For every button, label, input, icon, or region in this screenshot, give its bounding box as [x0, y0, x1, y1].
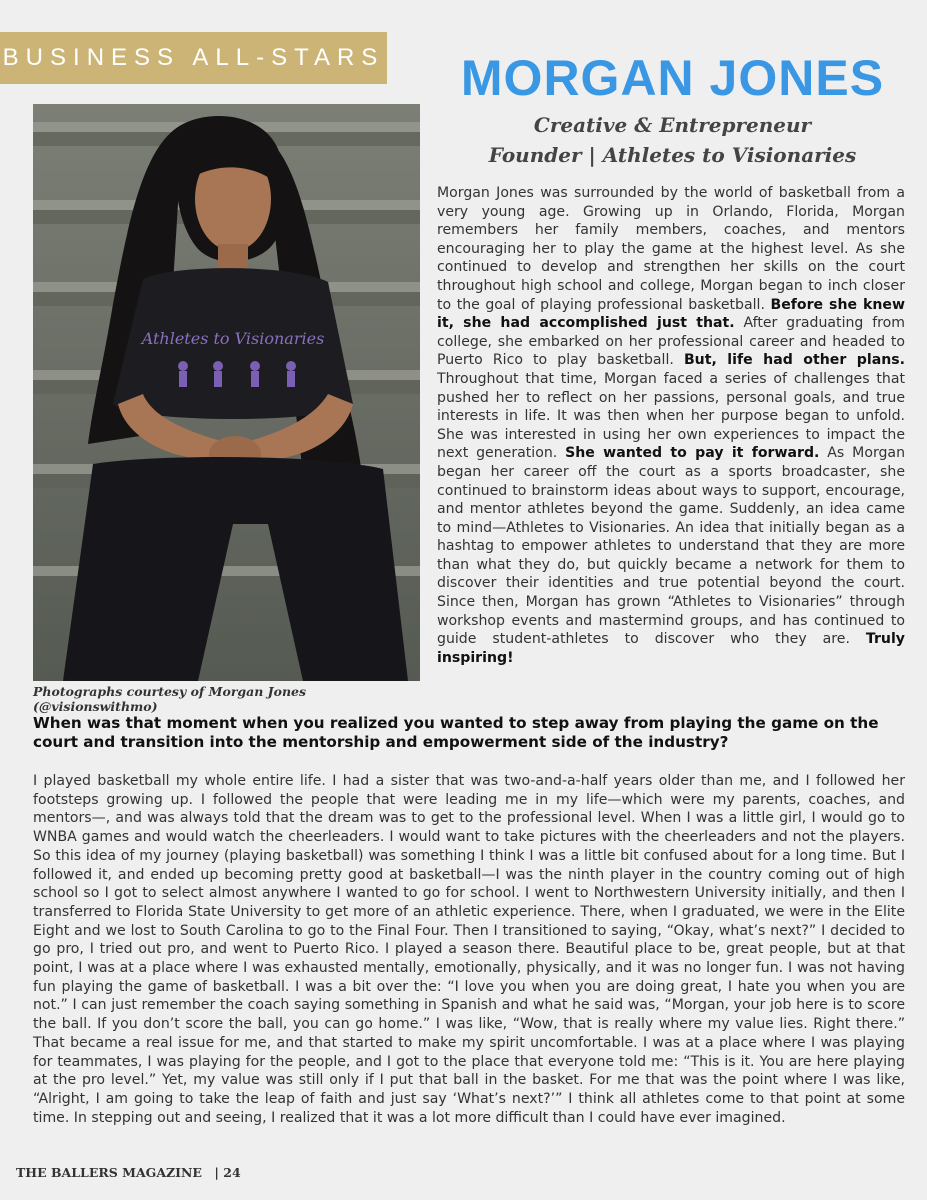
- intro-highlight: She wanted to pay it forward.: [565, 445, 820, 462]
- intro-highlight: Before she knew it, she had accomplished just that.: [437, 296, 905, 332]
- photo-caption: Photographs courtesy of Morgan Jones (@visionswithmo): [33, 684, 307, 714]
- profile-subtitle: [435, 110, 910, 170]
- intro-highlight: But, life had other plans.: [683, 352, 905, 369]
- footer-separator: |: [214, 1165, 219, 1180]
- intro-text: Throughout that time, Morgan faced a series of challenges that pushed her to reflect on her passions, personal goals, and true interests in life. It was then when her purpose began to unfold. She was interested in using her own experiences to impact the next generation.: [437, 370, 905, 462]
- intro-text: After graduating from college, she embarked on her professional career and headed to Puerto Rico to play basketball.: [437, 315, 906, 369]
- intro-text: Morgan Jones was surrounded by the world of basketball from a very young age. Growing up in Orlando, Florida, Morgan remembers her family members, coaches, and mentors encouraging her to play the game at the highest level. As she continued to develop and strengthen her skills on the court throughout high school and college, Morgan began to inch closer to the goal of playing professional basketball.: [437, 185, 905, 313]
- intro-highlight: Truly inspiring!: [437, 631, 905, 666]
- interview-question: When was that moment when you realized you wanted to step away from playing the game on the court and transition into the mentorship and empowerment side of the industry?: [33, 714, 879, 751]
- interview-answer: I played basketball my whole entire life. I had a sister that was two-and-a-half years older than me, and I followed her footsteps growing up. I followed the people that were leading me in my life—which were my parents, coaches, and mentors—, and was always told that the dream was to get to the professional level. When I was a little girl, I would go to WNBA games and would watch the cheerleaders. I would want to take pictures with the cheerleaders and not the players. So this idea of my journey (playing basketball) was something I think I was a little bit confused about for a long time. But I followed it, and ended up becoming pretty good at basketball—I was the ninth player in the country coming out of high school so I got to select almost anywhere I wanted to go for school. I went to Northwestern University initially, and then I transferred to Florida State University to get more of an athletic experience. There, when I graduated, we were in the Elite Eight and we lost to South Carolina to go to the Final Four. Then I transitioned to saying, “Okay, what’s next?” I decided to go pro, I tried out pro, and went to Puerto Rico. I played a season there. Beautiful place to be, great people, but at that point, I was at a place where I was exhausted mentally, emotionally, physically, and it was no longer fun. I was not having fun playing the game of basketball. I was a bit over the: “I love you when you are doing great, I hate you when you are not.” I can just remember the coach saying something in Spanish and what he said was, “Morgan, your job here is to score the ball. If you don’t score the ball, you can go home.” I was like, “Wow, that is really where my value lies. Right there.” That became a real issue for me, and that started to make my spirit uncomfortable. I was at a place where I was playing for teammates, I was playing for the people, and I got to the place that everyone told me: “This is it. You are here playing at the pro level.” Yet, my value was still only if I put that ball in the basket. For me that was the point where I was like, “Alright, I am going to take the leap of faith and just say ‘What’s next?’” I think all athletes come to that point at some time. In stepping out and seeing, I realized that it was a lot more difficult than I could have ever imagined.: [33, 773, 905, 1126]
- intro-text: As Morgan began her career off the court as a sports broadcaster, she continued to brainstorm ideas about ways to support, encourage, and mentor athletes beyond the game. Suddenly, an idea came to mind—Athletes to Visionaries. An idea that initially began as a hashtag to empower athletes to understand that they are more than what they do, but quickly became a network for them to discover their identities and true potential beyond the court. Since then, Morgan has grown “Athletes to Visionaries” through workshop events and mastermind groups, and has continued to guide student-athletes to discover who they are.: [437, 445, 906, 648]
- shirt-text: Athletes to Visionaries: [141, 329, 325, 348]
- profile-name: MORGAN JONES: [460, 50, 885, 106]
- subtitle-title: Founder | Athletes to Visionaries: [488, 143, 857, 167]
- magazine-name: THE BALLERS MAGAZINE: [16, 1165, 202, 1180]
- photo-illustration: [33, 104, 420, 681]
- page-number: 24: [223, 1165, 241, 1180]
- intro-paragraph: [437, 184, 905, 667]
- page-footer: [16, 1165, 241, 1180]
- section-banner: BUSINESS ALL-STARS: [0, 32, 387, 84]
- subtitle-role: Creative & Entrepreneur: [533, 113, 812, 137]
- profile-photo: [33, 104, 420, 681]
